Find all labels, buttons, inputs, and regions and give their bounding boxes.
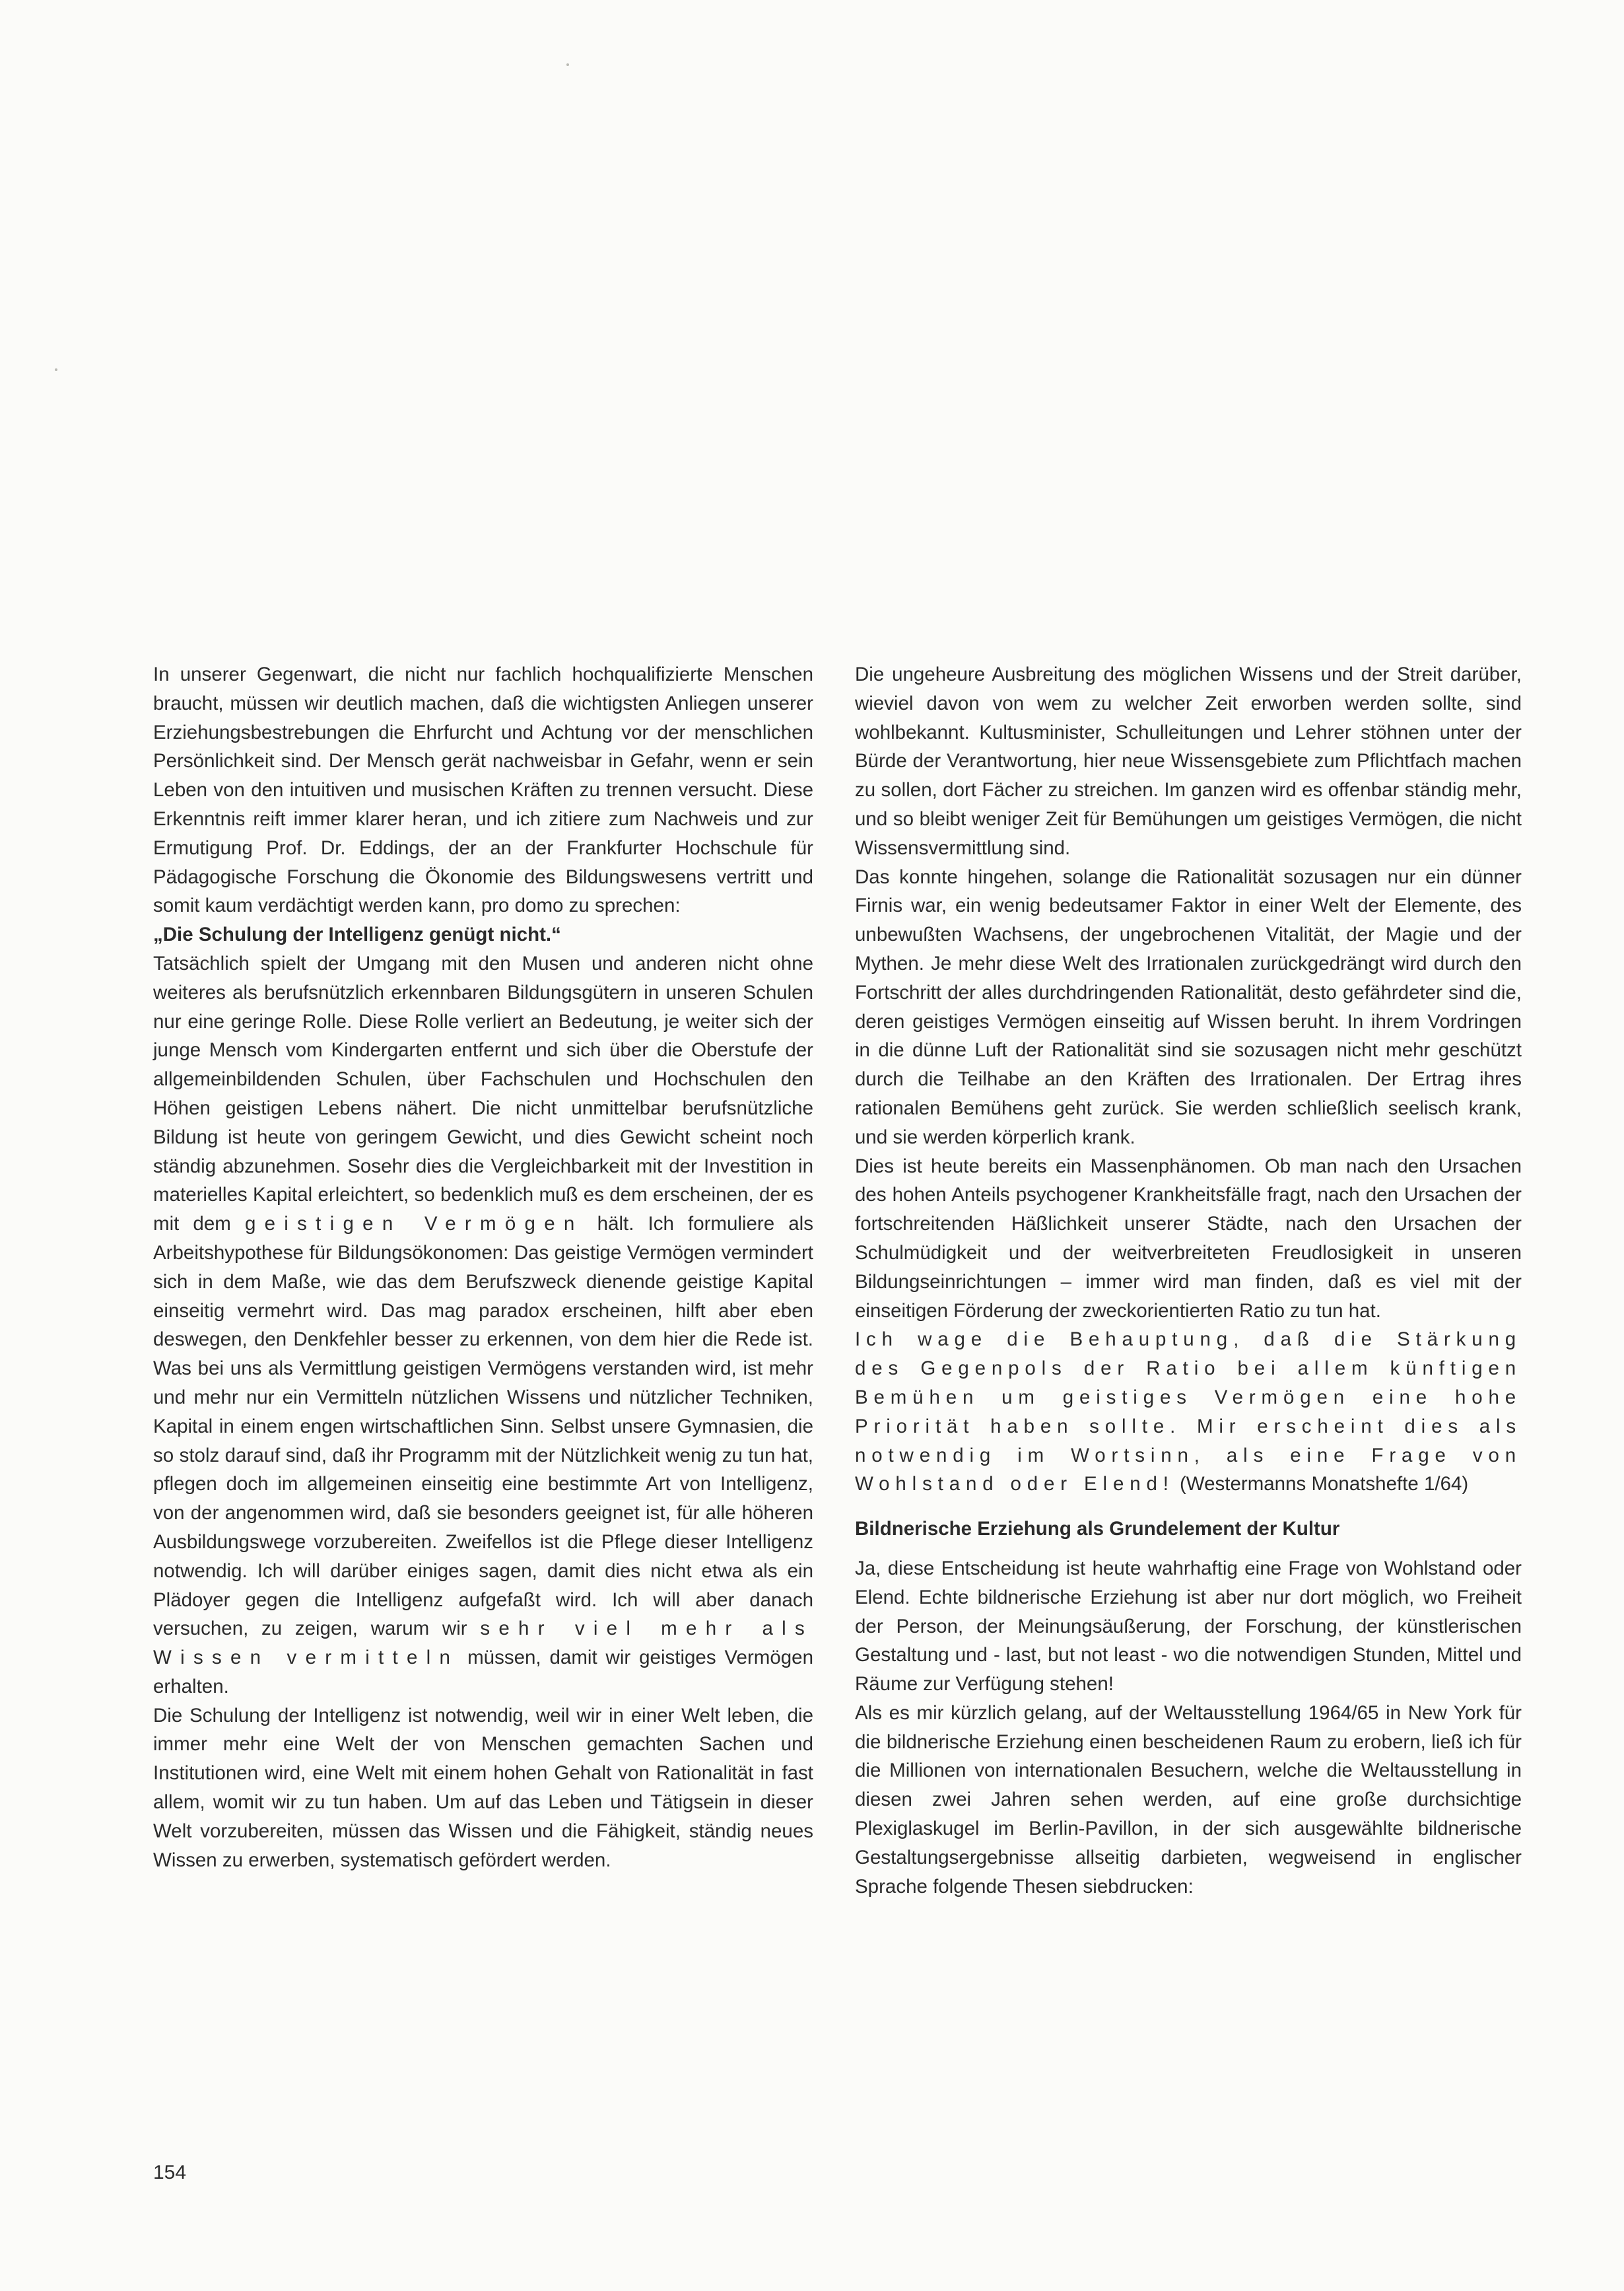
emphasis-spaced: sehr viel mehr als Wissen vermitteln [153, 1618, 813, 1669]
paragraph: Als es mir kürzlich gelang, auf der Weltausstellung 1964/65 in New York für die bildnerische Erziehung einen bescheidenen Raum zu erobern, ließ ich für die Millionen von internationalen Besuchern, welche die Weltausstellung in diesen zwei Jahren sehen werden, auf eine große durchsichtige Plexiglaskugel im Berlin-Pavillon, in der sich ausgewählte bildnerische Gestaltungsergebnisse allseitig darbieten, wegweisend in englischer Sprache folgende Thesen siebdrucken: [855, 1701, 1522, 1898]
emphasis-spaced: Ich wage die Behauptung, daß die Stärkung des Gegenpols der Ratio bei allem künftigen Bemühen um geistiges Vermögen eine hohe Priorität haben sollte. Mir erscheint dies als notwendig im Wortsinn, als eine Frage von Wohlstand oder Elend! [855, 1328, 1522, 1495]
section-heading: Bildnerische Erziehung als Grundelement der Kultur [855, 1518, 1340, 1540]
quote-heading: „Die Schulung der Intelligenz genügt nicht.“ [153, 924, 561, 946]
text-span: (Westermanns Monatshefte 1/64) [1179, 1473, 1469, 1495]
paragraph: In unserer Gegenwart, die nicht nur fachlich hochqualifizierte Menschen braucht, müssen wir deutlich machen, daß die wichtigsten Anliegen unserer Erziehungsbestrebungen die Ehrfurcht und Achtung vor der menschlichen Persönlichkeit sind. Der Mensch gerät nachweisbar in Gefahr, wenn er sein Leben von den intuitiven und musischen Kräften zu trennen versucht. Diese Erkenntnis reift immer klarer heran, und ich zitiere zum Nachweis und zur Ermutigung Prof. Dr. Eddings, der an der Frankfurter Hochschule für Pädagogische Forschung die Ökonomie des Bildungswesens vertritt und somit kaum verdächtigt werden kann, pro domo zu sprechen: [153, 664, 813, 917]
emphasis-spaced: geistigen Vermögen [244, 1213, 584, 1235]
paragraph [153, 949, 813, 1701]
specks [566, 63, 569, 66]
paragraph: Das konnte hingehen, solange die Rationalität sozusagen nur ein dünner Firnis war, ein wenig bedeutsamer Faktor in einer Welt der Elemente, des unbewußten Wachsens, der ungebrochenen Vitalität, der Magie und der Mythen. Je mehr diese Welt des Irrationalen zurückgedrängt wird durch den Fortschritt der alles durchdringenden Rationalität, desto gefährdeter sind die, deren geistiges Vermögen einseitig auf Wissen beruht. In ihrem Vordringen in die dünne Luft der Rationalität sind sie sozusagen nicht mehr geschützt durch die Teilhabe an den Kräften des Irrationalen. Der Ertrag ihres rationalen Bemühens geht zurück. Sie werden schließlich seelisch krank, und sie werden körperlich krank. [855, 866, 1522, 1148]
paragraph [855, 1325, 1522, 1499]
text-span: hält. Ich formuliere als Arbeitshypothese für Bildungsökonomen: Das geistige Vermögen vermindert sich in dem Maße, wie das dem Berufszweck dienende geistige Kapital einseitig vermehrt wird. Das mag paradox erscheinen, hilft aber eben deswegen, den Denkfehler besser zu erkennen, von dem hier die Rede ist. Was bei uns als Vermittlung geistigen Vermögens verstanden wird, ist mehr und mehr nur ein Vermitteln nützlichen Wissens und nützlicher Techniken, Kapital in einem engen wirtschaftlichen Sinn. Selbst unsere Gymnasien, die so stolz darauf sind, daß ihr Programm mit der Nützlichkeit wenig zu tun hat, pflegen doch im allgemeinen einseitig eine bestimmte Art von Intelligenz, von der angenommen wird, daß sie besonders geeignet ist, für alle höheren Ausbildungswege vorzubereiten. Zweifellos ist die Pflege dieser Intelligenz notwendig. Ich will darüber einiges sagen, damit dies nicht etwa als ein Plädoyer gegen die Intelligenz aufgefaßt wird. Ich will aber danach versuchen, zu zeigen, warum wir [153, 1213, 813, 1640]
paragraph: Die Schulung der Intelligenz ist notwendig, weil wir in einer Welt leben, die immer mehr eine Welt der von Menschen gemachten Sachen und Institutionen wird, eine Welt mit einem hohen Gehalt von Rationalität in fast allem, womit wir zu tun haben. Um auf das Leben und Tätigsein in dieser Welt vorzubereiten, müssen das Wissen und die Fähigkeit, ständig neues Wissen zu erwerben, systematisch gefördert werden. [153, 1704, 813, 1871]
page-number: 154 [153, 2162, 187, 2183]
specks [55, 368, 57, 371]
paragraph: Ja, diese Entscheidung ist heute wahrhaftig eine Frage von Wohlstand oder Elend. Echte bildnerische Erziehung ist aber nur dort möglich, wo Freiheit der Person, der Meinungsäußerung, der Forschung, der künstlerischen Gestaltung und - last, but not least - wo die notwendigen Stunden, Mittel und Räume zur Verfügung stehen! [855, 1557, 1522, 1695]
right-column [855, 660, 1522, 1901]
paragraph: Die ungeheure Ausbreitung des möglichen Wissens und der Streit darüber, wieviel davon von wem zu welcher Zeit erworben werden sollte, sind wohlbekannt. Kultusminister, Schulleitungen und Lehrer stöhnen unter der Bürde der Verantwortung, hier neue Wissensgebiete zum Pflichtfach machen zu sollen, dort Fächer zu streichen. Im ganzen wird es offenbar ständig mehr, und so bleibt weniger Zeit für Bemühungen um geistiges Vermögen, die nicht Wissensvermittlung sind. [855, 664, 1522, 859]
text-span: Tatsächlich spielt der Umgang mit den Musen und anderen nicht ohne weiteres als berufsnützlich erkennbaren Bildungsgütern in unseren Schulen nur eine geringe Rolle. Diese Rolle verliert an Bedeutung, je weiter sich der junge Mensch vom Kindergarten entfernt und sich über die Oberstufe der allgemeinbildenden Schulen, über Fachschulen und Hochschulen den Höhen geistigen Lebens nähert. Die nicht unmittelbar berufsnützliche Bildung ist heute von geringem Gewicht, und dies Gewicht scheint noch ständig abzunehmen. Sosehr dies die Vergleichbarkeit mit der Investition in materielles Kapital erleichtert, so bedenklich muß es dem erscheinen, der es mit dem [153, 952, 813, 1235]
text-span: müssen, damit wir geistiges Vermögen erhalten. [153, 1647, 813, 1697]
paragraph: Dies ist heute bereits ein Massenphänomen. Ob man nach den Ursachen des hohen Anteils psychogener Krankheitsfälle fragt, nach den Ursachen der fortschreitenden Häßlichkeit unserer Städte, nach den Ursachen der Schulmüdigkeit und der weitverbreiteten Freudlosigkeit in unseren Bildungseinrichtungen – immer wird man finden, daß es viel mit der einseitigen Förderung der zweckorientierten Ratio zu tun hat. [855, 1155, 1522, 1322]
left-column [153, 660, 813, 1874]
